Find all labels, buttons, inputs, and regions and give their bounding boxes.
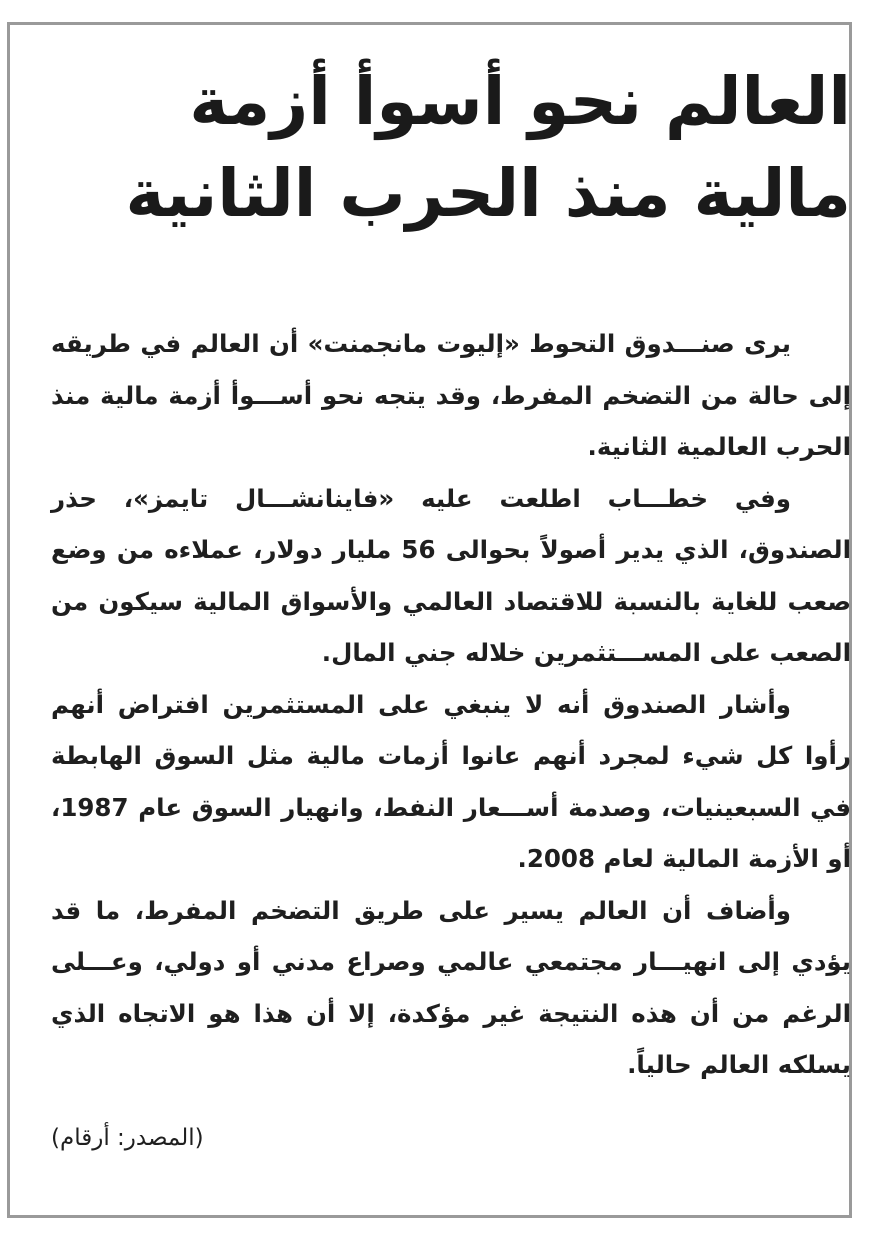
article-headline [91,56,851,240]
article-source: (المصدر: أرقام) [51,1125,204,1151]
article-paragraph: يرى صنـــدوق التحوط «إليوت مانجمنت» أن العالم في طريقه إلى حالة من التضخم المفرط، وقد يتجه نحو أســـوأ أزمة مالية منذ الحرب العالمية الثانية. [51,329,851,461]
headline-line-1: العالم نحو أسوأ أزمة [189,63,851,140]
headline-line-2: مالية منذ الحرب الثانية [125,155,851,232]
article-paragraph: وأضاف أن العالم يسير على طريق التضخم المفرط، ما قد يؤدي إلى انهيـــار مجتمعي عالمي وصراع مدني أو دولي، وعـــلى الرغم من أن هذه النتيجة غير مؤكدة، إلا أن هذا هو الاتجاه الذي يسلكه العالم حالياً. [51,895,851,1079]
article-paragraph: وفي خطـــاب اطلعت عليه «فاينانشـــال تايمز»، حذر الصندوق، الذي يدير أصولاً بحوالى 56 مليار دولار، عملاءه من وضع صعب للغاية بالنسبة للاقتصاد العالمي والأسواق المالية سيكون من الصعب على المســـتثمرين خلاله جني المال. [51,483,851,667]
article-body [51,318,851,1091]
article-paragraph: وأشار الصندوق أنه لا ينبغي على المستثمرين افتراض أنهم رأوا كل شيء لمجرد أنهم عانوا أزمات مالية مثل السوق الهابطة في السبعينيات، وصدمة أســـعار النفط، وانهيار السوق عام 1987، أو الأزمة المالية لعام 2008. [51,689,851,873]
